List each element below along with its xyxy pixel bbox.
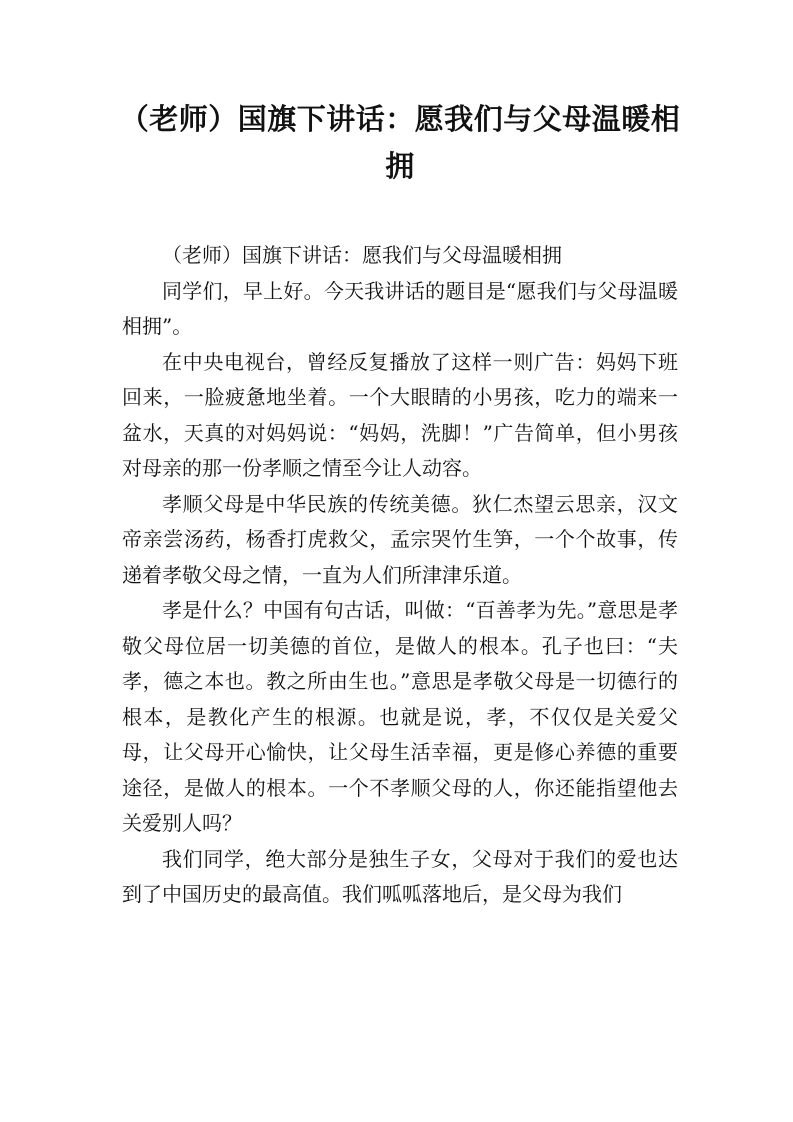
paragraph-tradition: 孝顺父母是中华民族的传统美德。狄仁杰望云思亲，汉文帝亲尝汤药，杨香打虎救父，孟宗哭竹生笋，一个个故事，传递着孝敬父母之情，一直为人们所津津乐道。 <box>122 491 678 587</box>
paragraph-greeting: 同学们，早上好。今天我讲话的题目是“愿我们与父母温暖相拥”。 <box>122 278 678 338</box>
document-body <box>122 238 678 913</box>
paragraph-subtitle: （老师）国旗下讲话：愿我们与父母温暖相拥 <box>162 243 562 267</box>
paragraph-what-is-filial-piety: 孝是什么？中国有句古话，叫做：“百善孝为先。”意思是孝敬父母位居一切美德的首位，是做人的根本。孔子也曰：“夫孝，德之本也。教之所由生也。”意思是孝敬父母是一切德行的根本，是教化产生的根源。也就是说，孝，不仅仅是关爱父母，让父母开心愉快，让父母生活幸福，更是修心养德的重要途径，是做人的根本。一个不孝顺父母的人，你还能指望他去关爱别人吗？ <box>122 598 678 835</box>
paragraph-only-children: 我们同学，绝大部分是独生子女，父母对于我们的爱也达到了中国历史的最高值。我们呱呱落地后，是父母为我们 <box>122 846 678 906</box>
document-title: （老师）国旗下讲话：愿我们与父母温暖相拥 <box>119 102 681 183</box>
paragraph-advertisement: 在中央电视台，曾经反复播放了这样一则广告：妈妈下班回来，一脸疲惫地坐着。一个大眼睛的小男孩，吃力的端来一盆水，天真的对妈妈说：“妈妈，洗脚！”广告简单，但小男孩对母亲的那一份孝顺之情至今让人动容。 <box>122 349 678 480</box>
